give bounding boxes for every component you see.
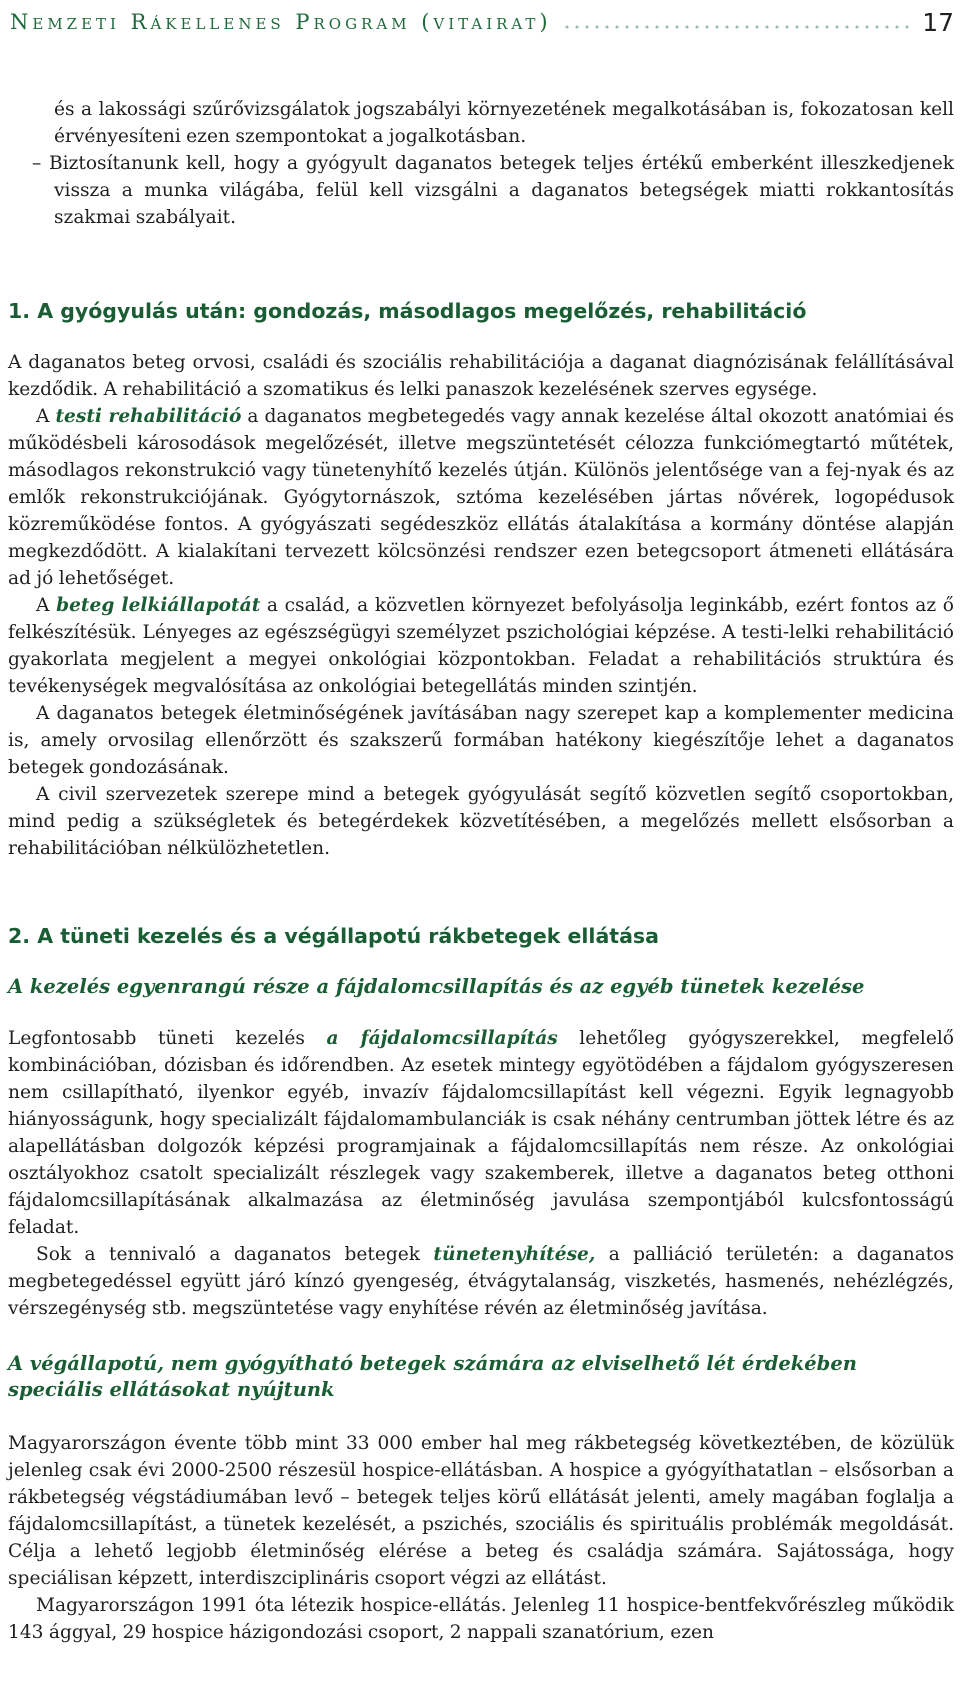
dotted-leader — [562, 25, 913, 29]
dash-list-item: – Biztosítanunk kell, hogy a gyógyult daganatos betegek teljes értékű emberként illeszkedjenek vissza a munka világába, felül kell vizsgálni a daganatos betegségek miatti rokkantosítás szakmai szabályait. — [32, 153, 954, 228]
paragraph: Legfontosabb tüneti kezelés a fájdalomcsillapítás lehetőleg gyógyszerekkel, megfelelő kombinációban, dózisban és időrendben. Az esetek mintegy egyötödében a fájdalom gyógyszeresen nem csillapítható, ilyenkor egyéb, invazív fájdalomcsillapítást kell végezni. Egyik legnagyobb hiányosságunk, hogy specializált fájdalomambulanciák is csak néhány centrumban jöttek létre és az alapellátásban dolgozók képzési programjainak a fájdalomcsillapítás nem része. Az onkológiai osztályokhoz csatolt specializált részlegek vagy szakemberek, illetve a daganatos beteg otthoni fájdalomcsillapításának alkalmazása az életminőség javulása szempontjából kulcsfontosságú feladat. — [8, 1028, 954, 1238]
paragraph: A testi rehabilitáció a daganatos megbetegedés vagy annak kezelése által okozott anatómiai és működésbeli károsodások megelőzését, illetve megszüntetését célozza funkciómegtartó műtétek, másodlagos rekonstrukció vagy tünetenyhítő kezelés útján. Különös jelentősége van a fej-nyak és az emlők rekonstrukciójának. Gyógytornászok, sztóma kezelésében jártas nővérek, logopédusok közreműködése fontos. A gyógyászati segédeszköz ellátás átalakítása a kormány döntése alapján megkezdődött. A kialakítani tervezett kölcsönzési rendszer ezen betegcsoport átmeneti ellátására ad jó lehetőséget. — [8, 406, 955, 589]
paragraph: A beteg lelkiállapotát a család, a közvetlen környezet befolyásolja leginkább, ezért fontos az ő felkészítésük. Lényeges az egészségügyi személyzet pszichológiai képzése. A testi-lelki rehabilitáció gyakorlata megjelent a megyei onkológiai központokban. Feladat a rehabilitációs struktúra és tevékenységek megvalósítása az onkológiai betegellátás minden szintjén. — [8, 595, 954, 697]
emphasis-term: testi rehabilitáció — [55, 406, 242, 427]
intro-block — [8, 96, 954, 231]
paragraph: A daganatos betegek életminőségének javításában nagy szerepet kap a komplementer medicina is, amely orvosilag ellenőrzött és szakszerű formában hatékony kiegészítője lehet a daganatos betegek gondozásának. — [8, 703, 954, 778]
subsection-heading: A kezelés egyenrangú része a fájdalomcsillapítás és az egyéb tünetek kezelése — [8, 975, 865, 998]
paragraph: A daganatos beteg orvosi, családi és szociális rehabilitációja a daganat diagnózisának felállításával kezdődik. A rehabilitáció a szomatikus és lelki panaszok kezelésének szerves egysége. — [8, 352, 954, 400]
section-2-body-a — [8, 1025, 954, 1322]
paragraph: Sok a tennivaló a daganatos betegek tünetenyhítése, a palliáció területén: a daganatos megbetegedéssel együtt járó kínzó gyengeség, étvágytalanság, viszketés, hasmenés, nehézlégzés, vérszegénység stb. megszüntetése vagy enyhítése révén az életminőség javítása. — [8, 1244, 954, 1319]
emphasis-term: tünetenyhítése, — [433, 1244, 596, 1265]
emphasis-term: beteg lelkiállapotát — [56, 595, 261, 616]
section-heading: 1. A gyógyulás után: gondozás, másodlagos megelőzés, rehabilitáció — [8, 299, 807, 323]
running-header-title: Nemzeti Rákellenes Program (vitairat) — [10, 10, 552, 34]
section-1 — [8, 297, 954, 325]
section-1-body — [8, 349, 954, 862]
section-2-body-b — [8, 1430, 954, 1646]
subsection-heading: A végállapotú, nem gyógyítható betegek számára az elviselhető lét érdekében speciális ellátásokat nyújtunk — [8, 1352, 857, 1401]
subheading-block-2 — [8, 1351, 954, 1403]
section-2 — [8, 922, 954, 950]
list-continuation: és a lakossági szűrővizsgálatok jogszabályi környezetének megalkotásában is, fokozatosan kell érvényesíteni ezen szempontokat a jogalkotásban. — [54, 99, 954, 147]
paragraph: Magyarországon 1991 óta létezik hospice-ellátás. Jelenleg 11 hospice-bentfekvőrészleg működik 143 ággyal, 29 hospice házigondozási csoport, 2 nappali szanatórium, ezen — [8, 1595, 954, 1643]
running-header — [10, 4, 954, 40]
emphasis-term: a fájdalomcsillapítás — [326, 1028, 558, 1049]
paragraph: Magyarországon évente több mint 33 000 ember hal meg rákbetegség következtében, de közülük jelenleg csak évi 2000-2500 részesül hospice-ellátásban. A hospice a gyógyíthatatlan – elsősorban a rákbetegség végstádiumában levő – betegek teljes körű ellátását jelenti, amely magában foglalja a fájdalomcsillapítást, a tünetek kezelését, a pszichés, szociális és spirituális problémák megoldását. Célja a lehető legjobb életminőség elérése a beteg és családja számára. Sajátossága, hogy speciálisan képzett, interdiszciplináris csoport végzi az ellátást. — [8, 1433, 954, 1589]
paragraph: A civil szervezetek szerepe mind a betegek gyógyulását segítő közvetlen segítő csoportokban, mind pedig a szükségletek és betegérdekek közvetítésében, a megelőzés mellett elsősorban a rehabilitációban nélkülözhetetlen. — [8, 784, 954, 859]
page-number: 17 — [922, 7, 954, 37]
subheading-block — [8, 974, 954, 1000]
section-heading: 2. A tüneti kezelés és a végállapotú rákbetegek ellátása — [8, 924, 659, 948]
